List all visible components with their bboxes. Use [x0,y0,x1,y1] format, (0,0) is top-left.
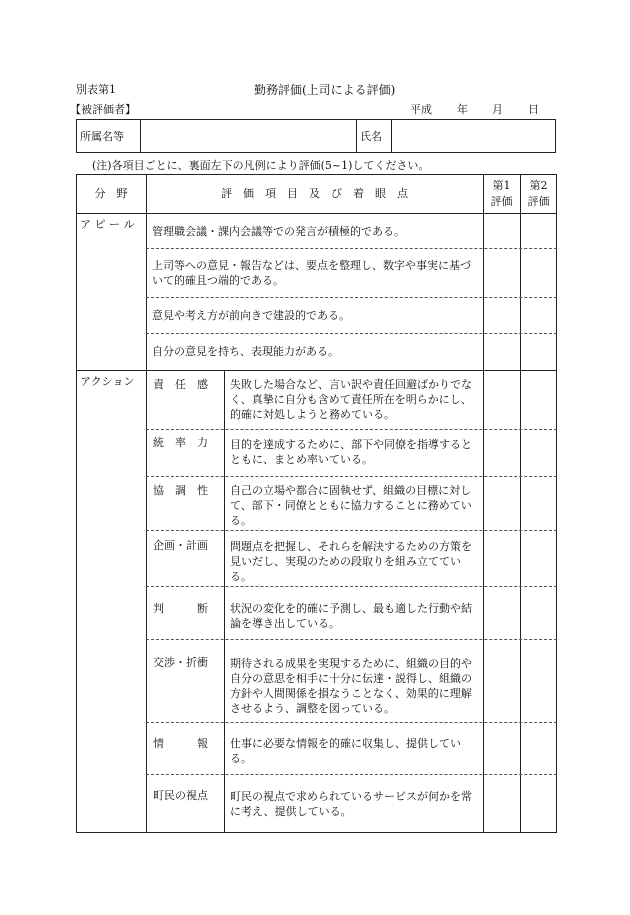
action-7-second-eval[interactable] [521,723,556,773]
appeal-2-first-eval[interactable] [484,249,519,296]
date-era: 平成 [410,103,432,116]
appeal-category: ア ピ ー ル [80,218,135,231]
appeal-item-3: 意見や考え方が前向きで建設的である。 [152,309,350,322]
action-label-leadership: 統 率 力 [153,436,208,449]
second-eval-header-line2: 評価 [527,195,550,208]
instruction-note: (注)各項目ごとに、裏面左下の凡例により評価(5~1)してください。 [92,159,430,172]
action-4-second-eval[interactable] [521,531,556,585]
first-eval-header-line1: 第1 [492,179,511,192]
appeal-4-first-eval[interactable] [484,334,519,369]
action-text-leadership: 目的を達成するために、部下や同僚を指導するとともに、まとめ率いている。 [230,438,472,466]
action-8-first-eval[interactable] [484,775,519,832]
action-label-responsibility: 責 任 感 [153,378,208,391]
name-label: 氏名 [360,130,382,143]
action-label-planning: 企画・計画 [153,539,208,552]
first-eval-header-line2: 評価 [490,195,513,208]
action-7-first-eval[interactable] [484,723,519,773]
appeal-item-2: 上司等への意見・報告などは、要点を整理し、数字や事実に基づいて的確且つ端的である。 [152,259,471,287]
appeal-4-second-eval[interactable] [521,334,556,369]
action-3-second-eval[interactable] [521,477,556,529]
category-header: 分 野 [94,187,128,200]
date-month: 月 [492,103,503,116]
action-label-judgment: 判 断 [153,602,208,615]
action-6-second-eval[interactable] [521,640,556,721]
action-category: アクション [80,375,135,388]
appeal-2-second-eval[interactable] [521,249,556,296]
appeal-1-first-eval[interactable] [484,214,519,247]
department-field[interactable] [141,120,355,152]
action-3-first-eval[interactable] [484,477,519,529]
action-1-second-eval[interactable] [521,371,556,428]
action-4-first-eval[interactable] [484,531,519,585]
form-number: 別表第1 [76,83,116,96]
action-5-first-eval[interactable] [484,587,519,638]
action-label-negotiation: 交渉・折衝 [153,656,208,669]
appeal-3-second-eval[interactable] [521,298,556,332]
appeal-item-4: 自分の意見を持ち、表現能力がある。 [152,345,339,358]
second-eval-header-line1: 第2 [529,179,548,192]
action-6-first-eval[interactable] [484,640,519,721]
department-label: 所属名等 [80,130,124,143]
action-text-information: 仕事に必要な情報を的確に収集し、提供している。 [230,737,461,765]
action-2-second-eval[interactable] [521,430,556,475]
action-text-citizen-view: 町民の視点で求められているサービスが何かを常に考え、提供している。 [230,790,472,818]
action-text-planning: 問題点を把握し、それらを解決するための方策を見いだし、実現のための段取りを組み立てている。 [230,540,472,583]
action-text-responsibility: 失敗した場合など、言い訳や責任回避ばかりでなく、真摯に自分も含めて責任所在を明らかにし、的確に対処しようと務めている。 [230,378,472,421]
appeal-item-1: 管理職会議・課内会議等での発言が積極的である。 [152,225,405,238]
action-text-judgment: 状況の変化を的確に予測し、最も適した行動や結論を導き出している。 [230,602,472,630]
appeal-3-first-eval[interactable] [484,298,519,332]
action-2-first-eval[interactable] [484,430,519,475]
appeal-1-second-eval[interactable] [521,214,556,247]
action-label-citizen-view: 町民の視点 [153,789,208,802]
document-title: 勤務評価(上司による評価) [254,83,396,97]
date-day: 日 [528,103,539,116]
action-1-first-eval[interactable] [484,371,519,428]
date-year: 年 [457,103,468,116]
action-5-second-eval[interactable] [521,587,556,638]
action-label-information: 情 報 [153,737,208,750]
items-header: 評 価 項 目 及 び 着 眼 点 [221,187,408,200]
action-8-second-eval[interactable] [521,775,556,832]
action-label-cooperation: 協 調 性 [153,484,208,497]
action-text-negotiation: 期待される成果を実現するために、組織の目的や自分の意思を相手に十分に伝達・説得し、組織の方針や人間関係を損なうことなく、効果的に理解させるよう、調整を図っている。 [230,657,472,715]
action-text-cooperation: 自己の立場や都合に固執せず、組織の目標に対して、部下・同僚とともに協力することに務めている。 [230,484,472,527]
name-field[interactable] [392,120,555,152]
evaluatee-label: 【被評価者】 [70,103,136,116]
